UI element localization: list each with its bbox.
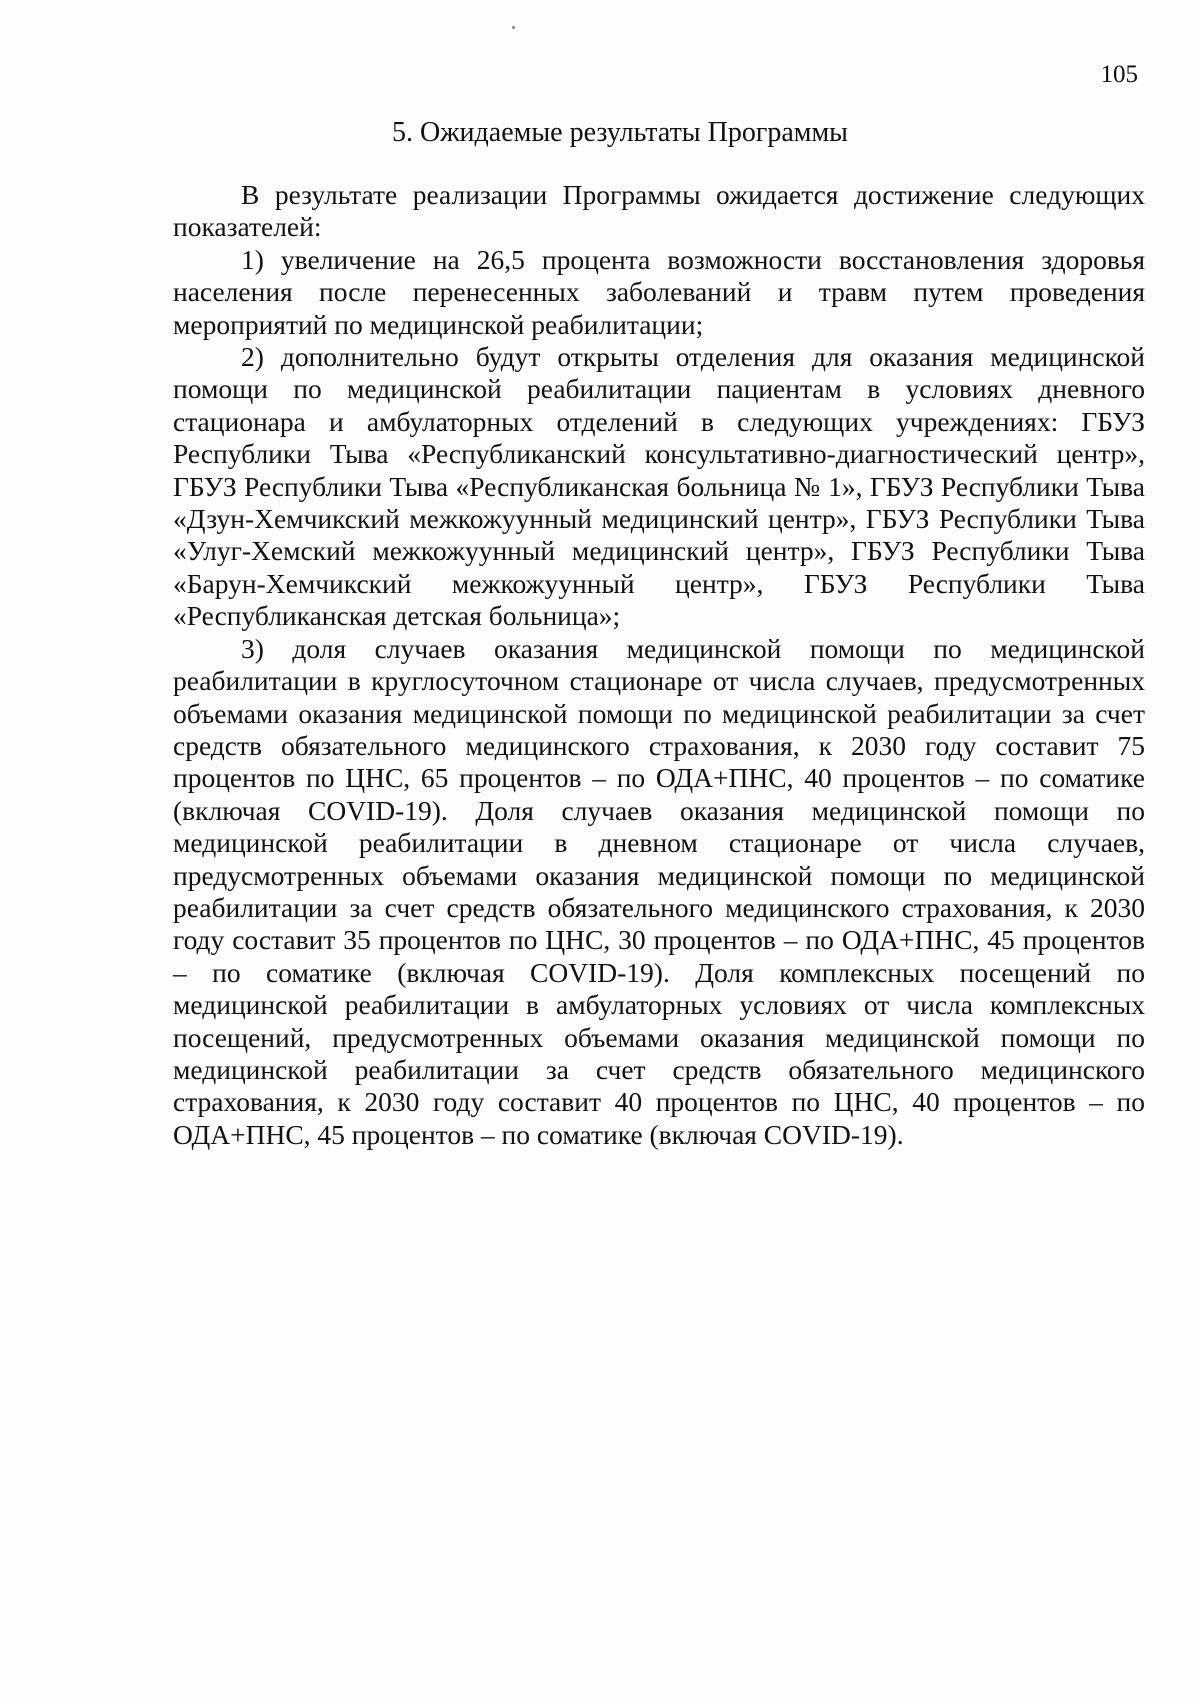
page-number: 105 [1100,61,1138,88]
document-body [173,179,1145,1151]
list-item-1: 1) увеличение на 26,5 процента возможности восстановления здоровья населения после перенесенных заболеваний и травм путем проведения мероприятий по медицинской реабилитации; [173,243,1145,340]
section-title: 5. Ожидаемые результаты Программы [391,117,848,148]
scan-artifact [512,26,515,29]
list-item-3: 3) доля случаев оказания медицинской помощи по медицинской реабилитации в круглосуточном стационаре от числа случаев, предусмотренных объемами оказания медицинской помощи по медицинской реабилитации за счет средств обязательного медицинского страхования, к 2030 году составит 75 процентов по ЦНС, 65 процентов – по ОДА+ПНС, 40 процентов – по соматике (включая COVID-19). Доля случаев оказания медицинской помощи по медицинской реабилитации в дневном стационаре от числа случаев, предусмотренных объемами оказания медицинской помощи по медицинской реабилитации за счет средств обязательного медицинского страхования, к 2030 году составит 35 процентов по ЦНС, 30 процентов – по ОДА+ПНС, 45 процентов – по соматике (включая COVID-19). Доля комплексных посещений по медицинской реабилитации в амбулаторных условиях от числа комплексных посещений, предусмотренных объемами оказания медицинской помощи по медицинской реабилитации за счет средств обязательного медицинского страхования, к 2030 году составит 40 процентов по ЦНС, 40 процентов – по ОДА+ПНС, 45 процентов – по соматике (включая COVID-19). [173,632,1145,1150]
intro-paragraph: В результате реализации Программы ожидается достижение следующих показателей: [173,179,1145,243]
list-item-2: 2) дополнительно будут открыты отделения для оказания медицинской помощи по медицинской реабилитации пациентам в условиях дневного стационара и амбулаторных отделений в следующих учреждениях: ГБУЗ Республики Тыва «Республиканский консультативно-диагностический центр», ГБУЗ Республики Тыва «Республиканская больница № 1», ГБУЗ Республики Тыва «Дзун-Хемчикский межкожуунный медицинский центр», ГБУЗ Республики Тыва «Улуг-Хемский межкожуунный медицинский центр», ГБУЗ Республики Тыва «Барун-Хемчикский межкожуунный центр», ГБУЗ Республики Тыва «Республиканская детская больница»; [173,341,1145,632]
